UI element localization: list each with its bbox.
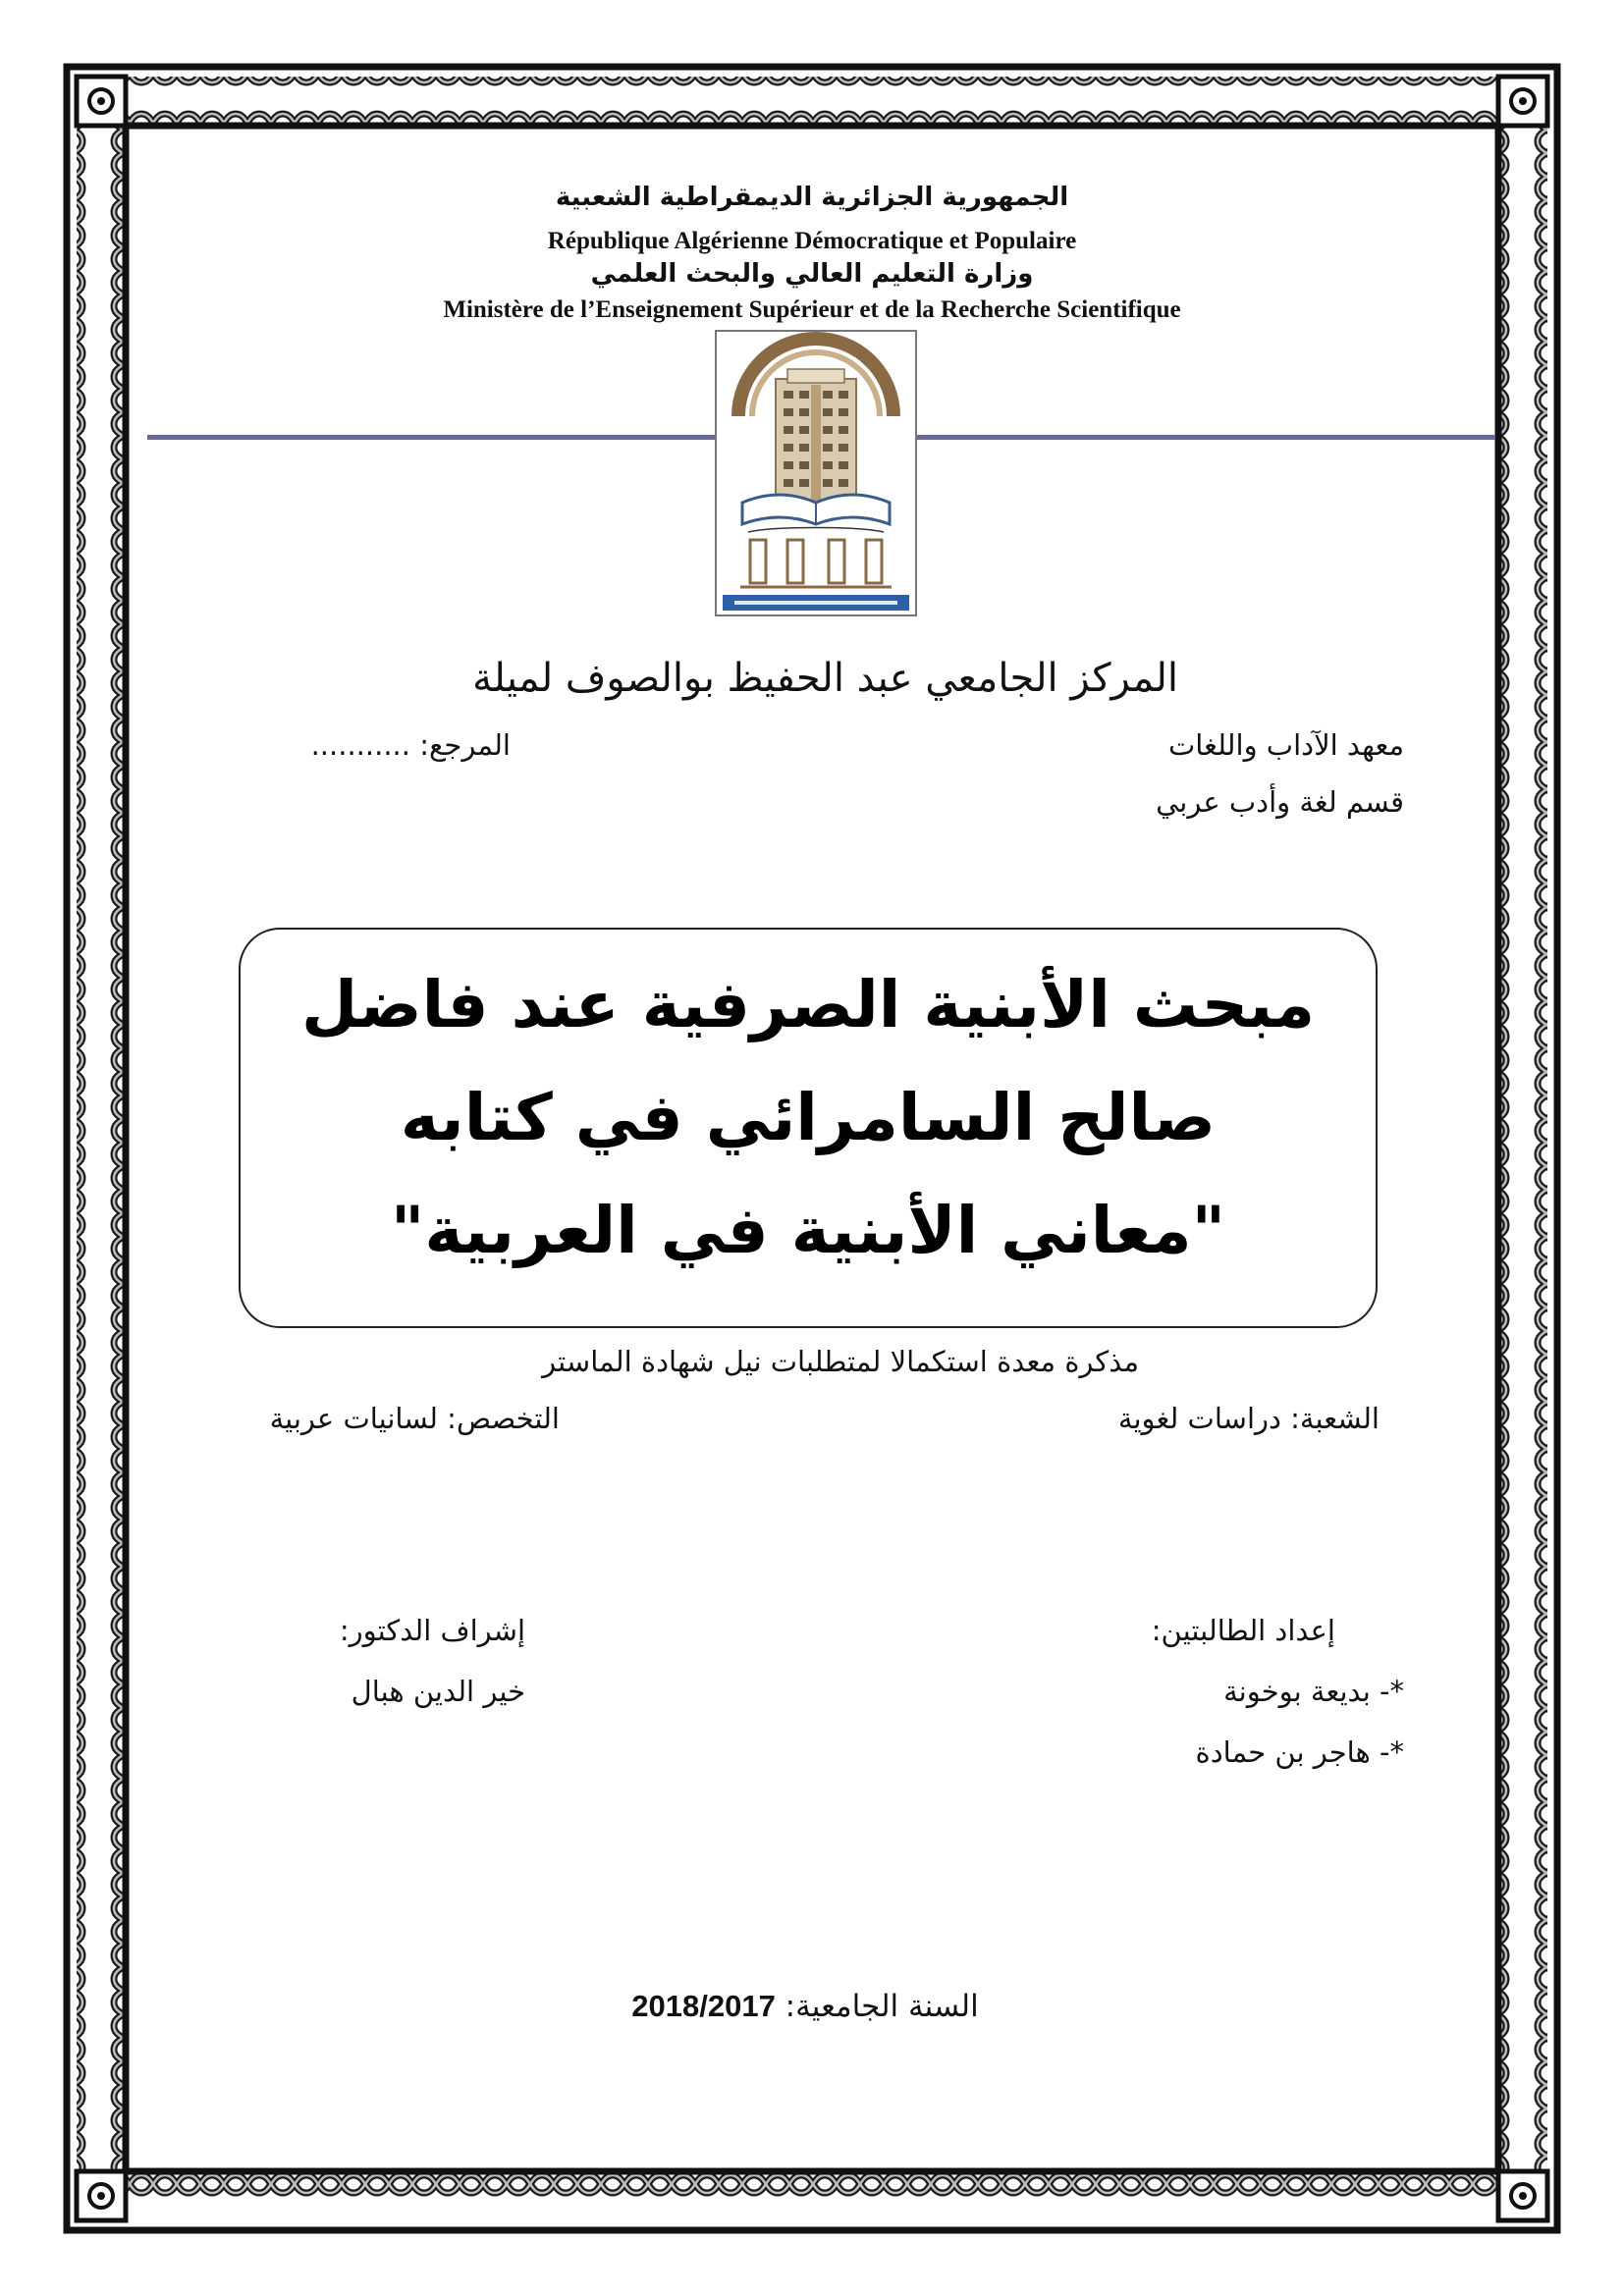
thesis-title-line-3: "معاني الأبنية في العربية" [390, 1193, 1226, 1268]
specialty-field: التخصص: لسانيات عربية [269, 1402, 560, 1435]
institute-name: معهد الآداب واللغات [1167, 728, 1404, 762]
academic-year-label: السنة الجامعية: [785, 1989, 979, 2024]
header-divider-left [147, 435, 719, 440]
student-name-1: *- بديعة بوخونة [1223, 1675, 1404, 1708]
republic-french: République Algérienne Démocratique et Populaire [547, 228, 1077, 254]
thesis-title-line-1: مبحث الأبنية الصرفية عند فاضل [300, 967, 1316, 1042]
academic-year [511, 1989, 1100, 2024]
branch-field: الشعبة: دراسات لغوية [1117, 1402, 1380, 1435]
department-name: قسم لغة وأدب عربي [1156, 785, 1404, 819]
thesis-title-line-2: صالح السامرائي في كتابه [400, 1080, 1217, 1155]
supervisor-name: خير الدين هبال [351, 1675, 525, 1708]
memo-purpose: مذكرة معدة استكمالا لمتطلبات نيل شهادة الماستر [542, 1345, 1139, 1378]
republic-arabic: الجمهورية الجزائرية الديمقراطية الشعبية [555, 183, 1069, 212]
reference-field: المرجع: ........... [310, 728, 511, 762]
ministry-arabic: وزارة التعليم العالي والبحث العلمي [590, 259, 1034, 289]
students-label: إعداد الطالبتين: [1151, 1614, 1335, 1647]
supervisor-label: إشراف الدكتور: [339, 1614, 525, 1647]
ministry-french: Ministère de l’Enseignement Supérieur et de la Recherche Scientifique [443, 296, 1181, 323]
header-divider-right [913, 435, 1495, 440]
university-logo [715, 330, 917, 616]
student-name-2: *- هاجر بن حمادة [1195, 1735, 1404, 1769]
academic-year-value: 2018/2017 [631, 1989, 776, 2023]
university-name: المركز الجامعي عبد الحفيظ بوالصوف لميلة [472, 656, 1178, 701]
